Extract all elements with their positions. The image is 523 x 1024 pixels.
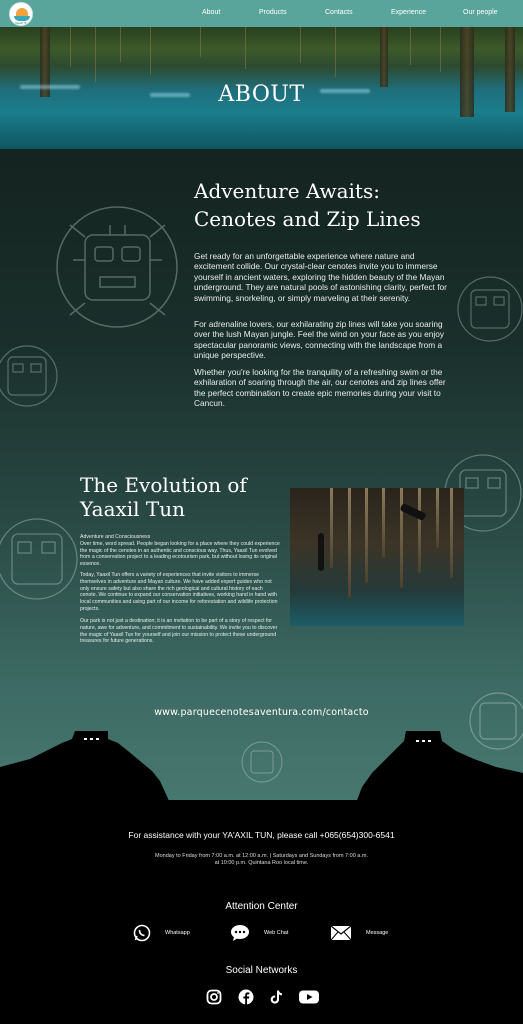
section2-title xyxy=(80,473,247,521)
logo-sun-icon xyxy=(16,8,28,16)
logo[interactable] xyxy=(9,2,33,26)
nav-link-contacts[interactable]: Contacts xyxy=(325,9,353,16)
pyramid-right-silhouette xyxy=(356,727,523,803)
section2-paragraph: Today, Yaaxil Tun offers a variety of experiences that invite visitors to immerse themselves in adventure and Mayan culture. We have added expert guides who not only ensure safety but also share the rich geological and cultural history of each cenote. We continue to expand our conservation initiatives, working hand in hand with local communities and using part of our income for reforestation and wildlife protection projects. xyxy=(80,572,278,612)
whatsapp-icon xyxy=(133,924,151,942)
assistance-text: For assistance with your YA'AXIL TUN, please call +065(654)300-6541 xyxy=(128,830,395,840)
section1-paragraph: For adrenaline lovers, our exhilarating zip lines will take you soaring over the lush Mayan jungle. Feel the wind on your face as you enjoy spectacular panoramic views, connecting with the landscape from a unique perspective. xyxy=(194,319,444,361)
whatsapp-label: Whatsapp xyxy=(165,930,190,936)
hours-line2: at 10:00 p.m. Quintana Roo local time. xyxy=(214,860,309,866)
webchat-contact[interactable] xyxy=(230,923,288,943)
mayan-mask-icon xyxy=(0,342,60,412)
nav-link-products[interactable]: Products xyxy=(259,9,287,16)
opening-hours xyxy=(140,853,383,867)
chat-icon xyxy=(230,924,250,942)
tiktok-icon xyxy=(268,989,284,1005)
pyramid-left-silhouette xyxy=(0,727,170,803)
mayan-mask-icon xyxy=(0,512,85,607)
cave-photo xyxy=(290,488,464,626)
mayan-mask-icon xyxy=(456,275,523,345)
mayan-mask-icon xyxy=(238,738,286,786)
instagram-link[interactable] xyxy=(205,989,223,1005)
contact-url[interactable]: www.parquecenotesaventura.com/contacto xyxy=(154,707,369,718)
section2-paragraph: Adventure and Consciousness Over time, word spread. People began looking for a place where they could experience the magic of the cenotes in an authentic and conscious way. Thus, Yaaxil Tun evolved from a conservation project to a leading ecotourism park, but without losing its original essence. xyxy=(80,534,280,568)
section2-title-line1: The Evolution of xyxy=(80,473,247,497)
top-nav xyxy=(0,0,523,27)
message-contact[interactable] xyxy=(330,923,388,943)
facebook-link[interactable] xyxy=(237,989,255,1005)
hero-title: ABOUT xyxy=(218,82,305,107)
whatsapp-contact[interactable] xyxy=(133,923,190,943)
nav-link-experience[interactable]: Experience xyxy=(391,9,427,16)
attention-center-title: Attention Center xyxy=(225,901,298,912)
webchat-label: Web Chat xyxy=(264,930,289,936)
nav-link-about[interactable]: About xyxy=(202,9,221,16)
youtube-icon xyxy=(298,989,320,1005)
mail-icon xyxy=(330,925,352,941)
logo-text: Yaaxil Tun xyxy=(14,21,30,25)
nav-link-our-people[interactable]: Our people xyxy=(463,9,498,16)
message-label: Message xyxy=(366,930,389,936)
instagram-icon xyxy=(206,989,222,1005)
section1-title xyxy=(194,177,421,233)
social-networks-title: Social Networks xyxy=(225,965,298,976)
section1-paragraph: Whether you're looking for the tranquility of a refreshing swim or the exhilaration of soaring through the air, our cenotes and zip lines offer the perfect combination to create epic memories during your visit to Cancun. xyxy=(194,367,446,409)
section2-paragraph: Our park is not just a destination; it is an invitation to be part of a story of respect for nature, awe for adventure, and commitment to sustainability. We invite you to discover the magic of Yaaxil Tun for yourself and join our mission to protect these underground treasures for future generations. xyxy=(80,618,278,645)
section1-paragraph: Get ready for an unforgettable experience where nature and excitement collide. Our crystal-clear cenotes invite you to immerse yourself in ancient waters, exploring the hidden beauty of the Mayan underground. They are natural pools of astonishing clarity, perfect for swimming, snorkeling, or simply marveling at their serenity. xyxy=(194,251,447,303)
hero-banner xyxy=(0,27,523,149)
youtube-link[interactable] xyxy=(298,989,320,1005)
section2-title-line2: Yaaxil Tun xyxy=(80,497,186,521)
facebook-icon xyxy=(238,989,254,1005)
tiktok-link[interactable] xyxy=(267,989,285,1005)
section1-title-line1: Adventure Awaits: xyxy=(194,179,380,203)
section1-title-line2: Cenotes and Zip Lines xyxy=(194,207,421,231)
hours-line1: Monday to Friday from 7:00 a.m. at 12:00 a.m. | Saturdays and Sundays from 7:00 a.m. xyxy=(155,853,368,859)
mayan-mask-icon xyxy=(50,205,185,335)
